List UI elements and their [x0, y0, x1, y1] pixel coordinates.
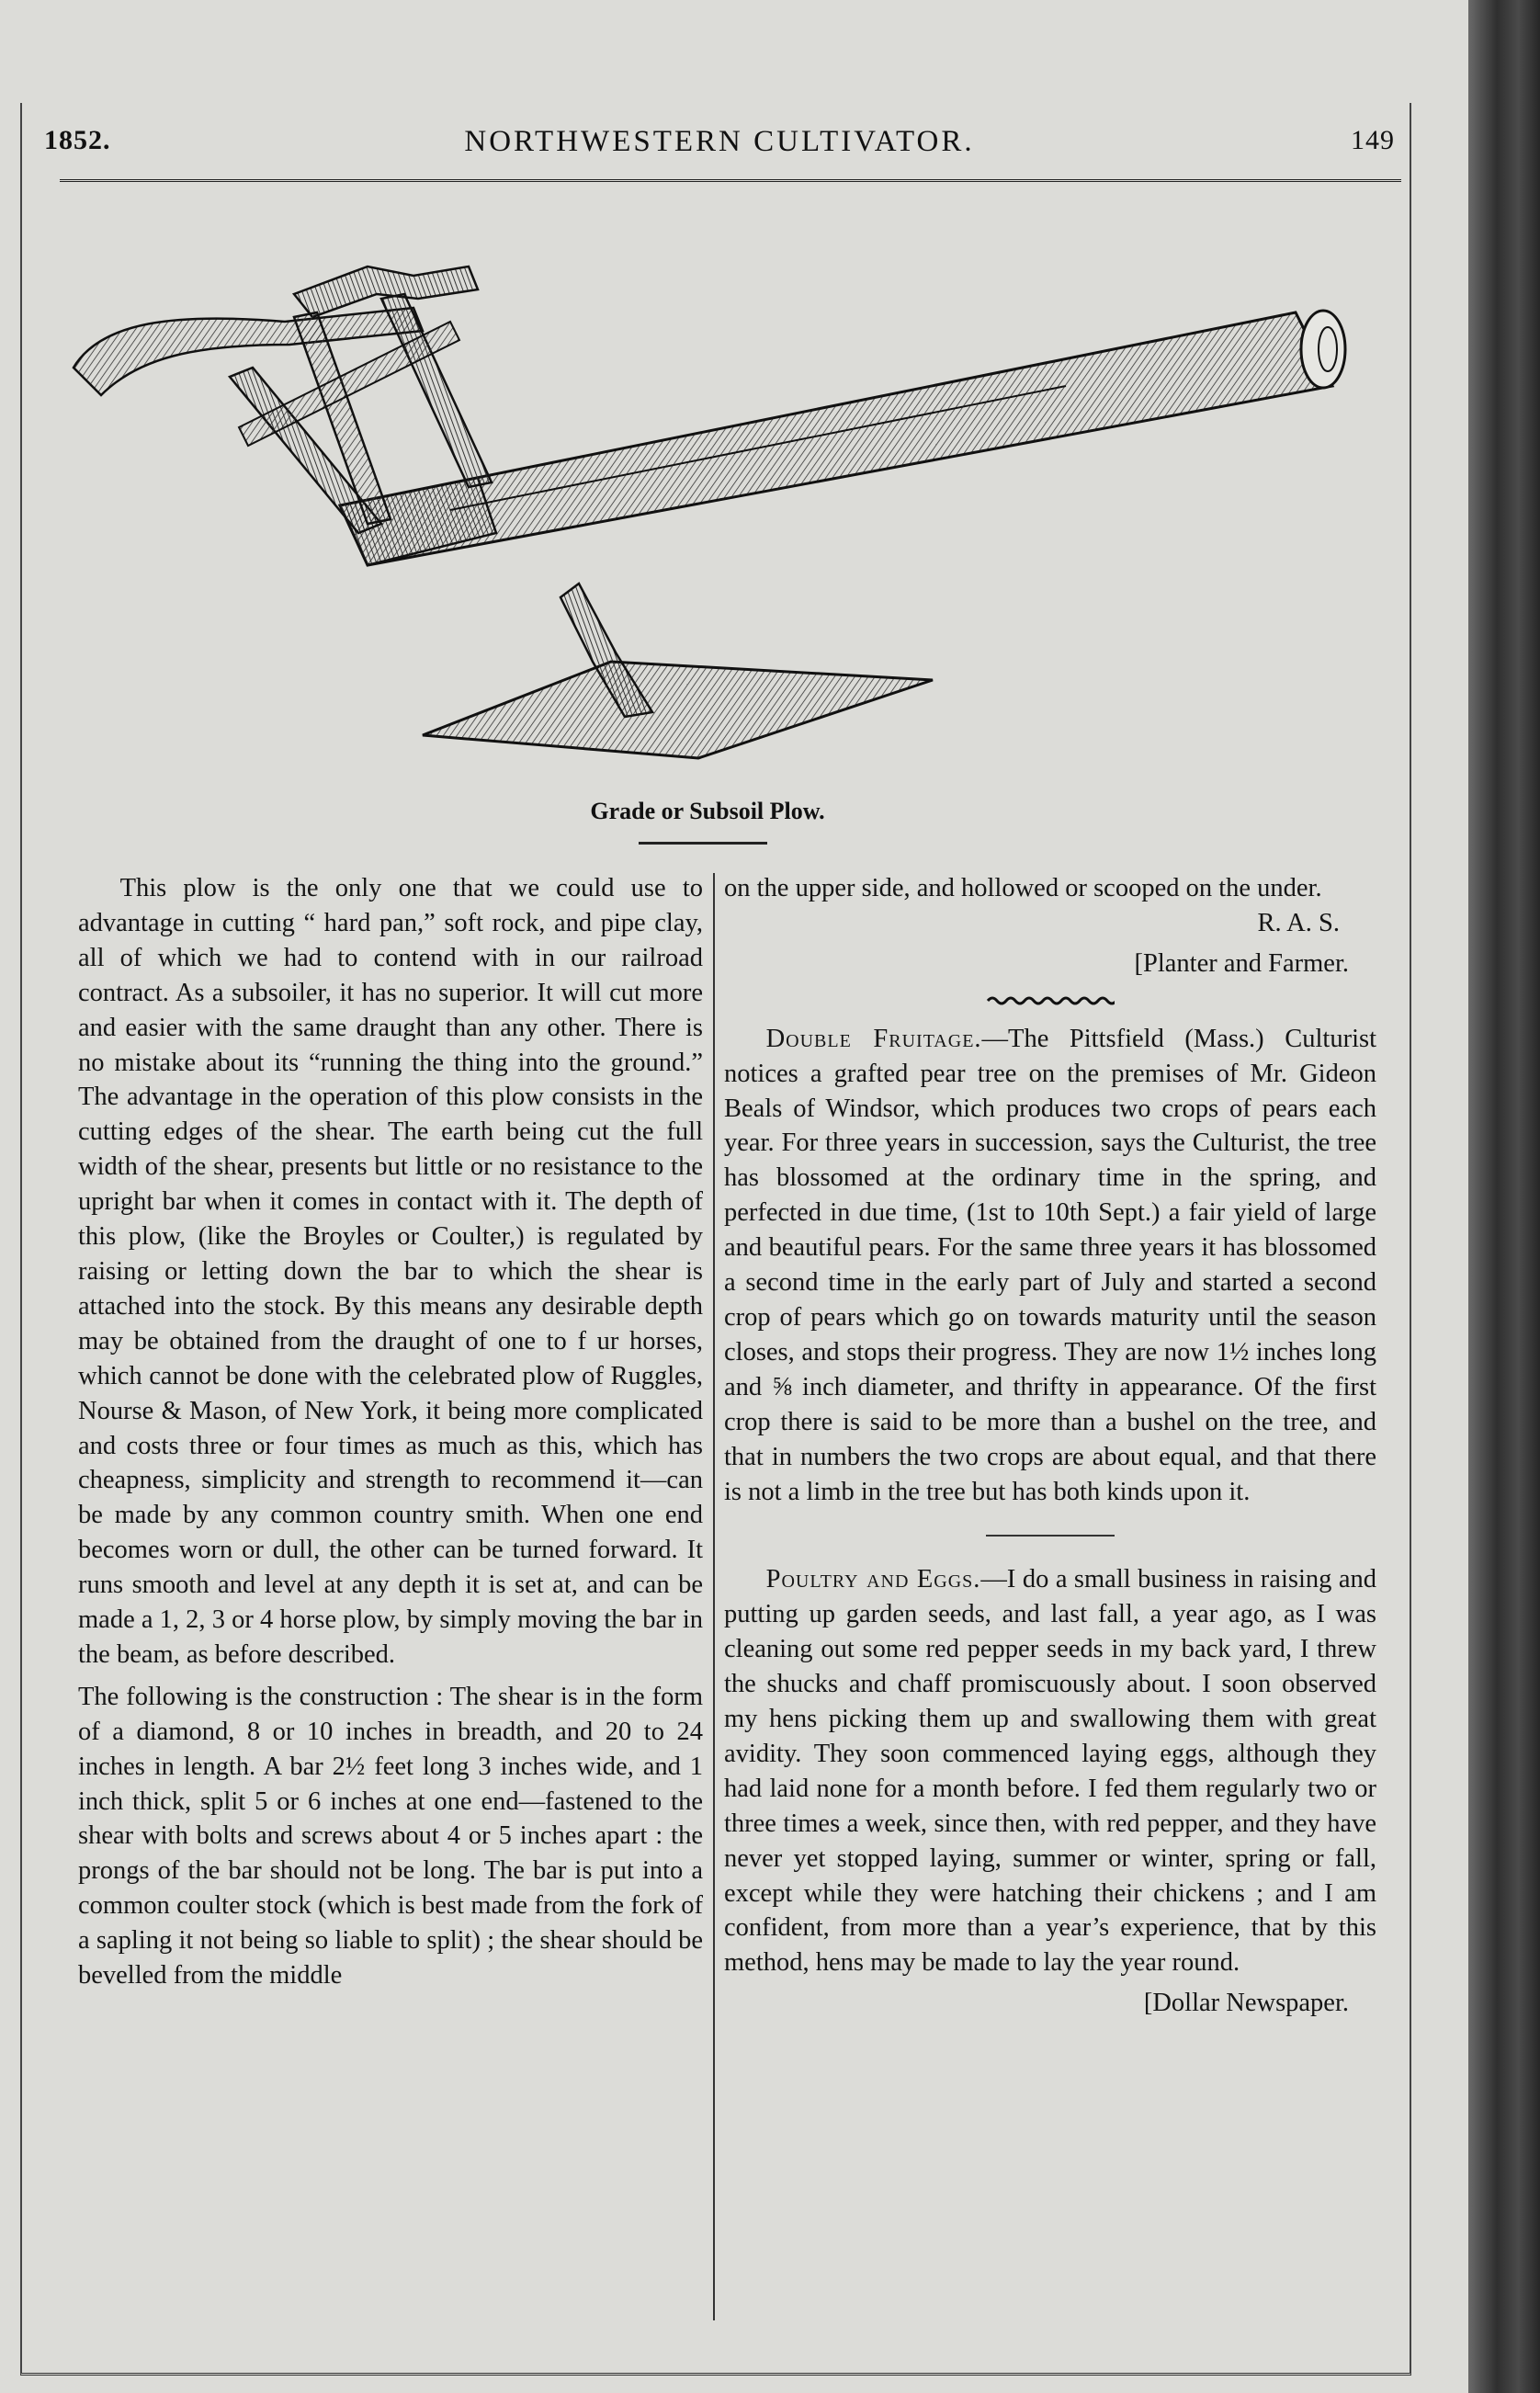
header-rule — [60, 179, 1401, 182]
shear-plate — [423, 662, 933, 758]
subsoil-plow-illustration — [64, 257, 1387, 772]
figure-caption: Grade or Subsoil Plow. — [590, 798, 825, 824]
double-fruitage-body: —The Pittsfield (Mass.) Culturist notices a grafted pear tree on the premises of Mr. Gideon Beals of Windsor, which produces two crops of pears each year. For three years in succession, says the Culturist, the tree has blossomed at the ordinary time in the spring, and perfected in due time, (1st to 10th Sept.) a fair yield of large and beautiful pears. For the same three years it has blossomed a second time in the early part of July and started a second crop of pears which go on towards maturity until the season closes, and stops their progress. They are now 1½ inches long and ⅝ inch diameter, and thrifty in appearance. Of the first crop there is said to be more than a bushel on the tree, and that in numbers the two crops are about equal, and that there is not a limb in the tree but has both kinds upon it. — [724, 1024, 1376, 1506]
author-signature: R. A. S. — [1257, 908, 1340, 937]
ornamental-divider — [986, 994, 1115, 1007]
poultry-eggs-article — [724, 1562, 1376, 1980]
article-heading-poultry-eggs: Poultry and Eggs. — [765, 1565, 981, 1594]
article-separator — [986, 1535, 1115, 1537]
page-number: 149 — [1351, 125, 1395, 155]
double-fruitage-article — [724, 1022, 1376, 1510]
caption-rule — [639, 842, 767, 845]
source-credit-planter: [Planter and Farmer. — [1134, 948, 1349, 978]
column-divider — [713, 873, 715, 2320]
book-binding-edge — [1468, 0, 1540, 2393]
article-heading-double-fruitage: Double Fruitage. — [765, 1024, 982, 1053]
page-header — [44, 125, 1395, 176]
right-column — [724, 871, 1376, 2021]
plow-article-paragraph-2: The following is the construction : The shear is in the form of a diamond, 8 or 10 inches in breadth, and 20 to 24 inches in length. A bar 2½ feet long 3 inches wide, and 1 inch thick, split 5 or 6 inches at one end—fastened to the shear with bolts and screws about 4 or 5 inches apart : the prongs of the bar should not be long. The bar is put into a common coulter stock (which is best made from the fork of a sapling it not being so liable to split) ; the shear should be bevelled from the middle — [78, 1682, 703, 1990]
plow-article-paragraph-1: This plow is the only one that we could use to advantage in cutting “ hard pan,” soft rock, and pipe clay, all of which we had to contend with in our railroad contract. As a subsoiler, it has no superior. It will cut more and easier with the same draught than any other. There is no mistake about its “running the thing into the ground.” The advantage in the operation of this plow consists in the cutting edges of the shear. The earth being cut the full width of the shear, presents but little or no resistance to the upright bar when it comes in contact with it. The depth of this plow, (like the Broyles or Coulter,) is regulated by raising or letting down the bar to which the shear is attached into the stock. By this means any desirable depth may be obtained from the draught of one to f ur horses, which cannot be done with the celebrated plow of Ruggles, Nourse & Mason, of New York, it being more complicated and costs three or four times as much as this, which has cheapness, simplicity and strength to recommend it—can be made by any common country smith. When one end becomes worn or dull, the other can be turned forward. It runs smooth and level at any depth it is set at, and can be made a 1, 2, 3 or 4 horse plow, by simply moving the bar in the beam, as before described. — [78, 874, 703, 1669]
header-year: 1852. — [44, 125, 111, 155]
left-column — [78, 871, 703, 1993]
publication-title: NORTHWESTERN CULTIVATOR. — [464, 125, 975, 158]
source-credit-dollar-newspaper: [Dollar Newspaper. — [1143, 1989, 1349, 2018]
poultry-eggs-body: —I do a small business in raising and putting up garden seeds, and last fall, a year ago, as I was cleaning out some red pepper seeds in my back yard, I threw the shucks and chaff promiscuously about. I soon observed my hens picking them up and swallowing them with great avidity. They soon commenced laying eggs, although they had laid none for a month before. I fed them regularly two or three times a week, since then, with red pepper, and they have never yet stopped laying, summer or winter, spring or fall, except while they were hatching their chickens ; and I am confident, from more than a year’s experience, that by this method, hens may be made to lay the year round. — [724, 1565, 1376, 1978]
plow-article-continuation: on the upper side, and hollowed or scooped on the under. — [724, 874, 1322, 902]
